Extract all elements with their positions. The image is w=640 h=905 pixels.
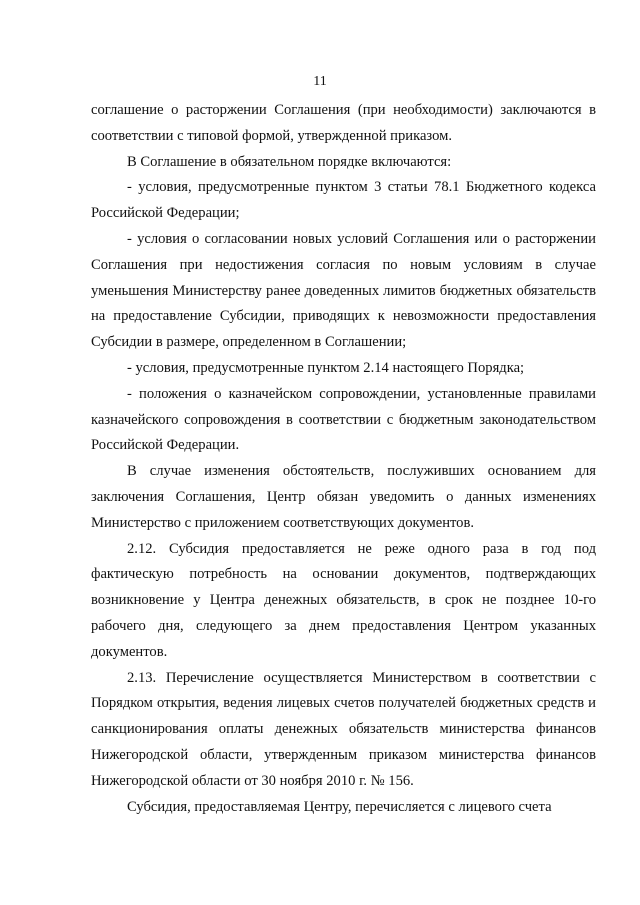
paragraph-mandatory-terms-intro: В Соглашение в обязательном порядке включаются: [127,153,452,170]
page-number: 11 [313,74,327,89]
list-item-new-conditions-agreement: - условия о согласовании новых условий Соглашения или о расторжении Соглашения при недостижения согласия по новым условиям в случае уменьшения Министерству ранее доведенных лимитов бюджетных обязательств на предоставление Субсидии, приводящих к невозможности предоставления Субсидии в размере, определенном в Соглашении; [91,230,596,351]
paragraph-agreement-termination: соглашение о расторжении Соглашения (при необходимости) заключаются в соответствии с типовой формой, утвержденной приказом. [91,102,596,144]
clause-2-12: 2.12. Субсидия предоставляется не реже одного раза в год под фактическую потребность на основании документов, подтверждающих возникновение у Центра денежных обязательств, в срок не позднее 10-го рабочего дня, следующего за днем предоставления Центром указанных документов. [91,540,596,660]
list-item-procedure-conditions: - условия, предусмотренные пунктом 2.14 настоящего Порядка; [127,359,525,376]
clause-2-13: 2.13. Перечисление осуществляется Министерством в соответствии с Порядком открытия, ведения лицевых счетов получателей бюджетных средств и санкционирования оплаты денежных обязательств министерства финансов Нижегородской области, утвержденным приказом министерства финансов Нижегородской области от 30 ноября 2010 г. № 156. [91,669,596,789]
list-item-treasury-support: - положения о казначейском сопровождении, установленные правилами казначейского сопровождения в соответствии с бюджетным законодательством Российской Федерации. [91,385,596,454]
paragraph-circumstances-change: В случае изменения обстоятельств, послуживших основанием для заключения Соглашения, Центр обязан уведомить о данных изменениях Министерство с приложением соответствующих документов. [91,463,596,531]
list-item-budget-code-conditions: - условия, предусмотренные пунктом 3 статьи 78.1 Бюджетного кодекса Российской Федерации; [91,179,596,222]
document-body [91,98,596,820]
paragraph-subsidy-transfer: Субсидия, предоставляемая Центру, перечисляется с лицевого счета [127,798,552,815]
